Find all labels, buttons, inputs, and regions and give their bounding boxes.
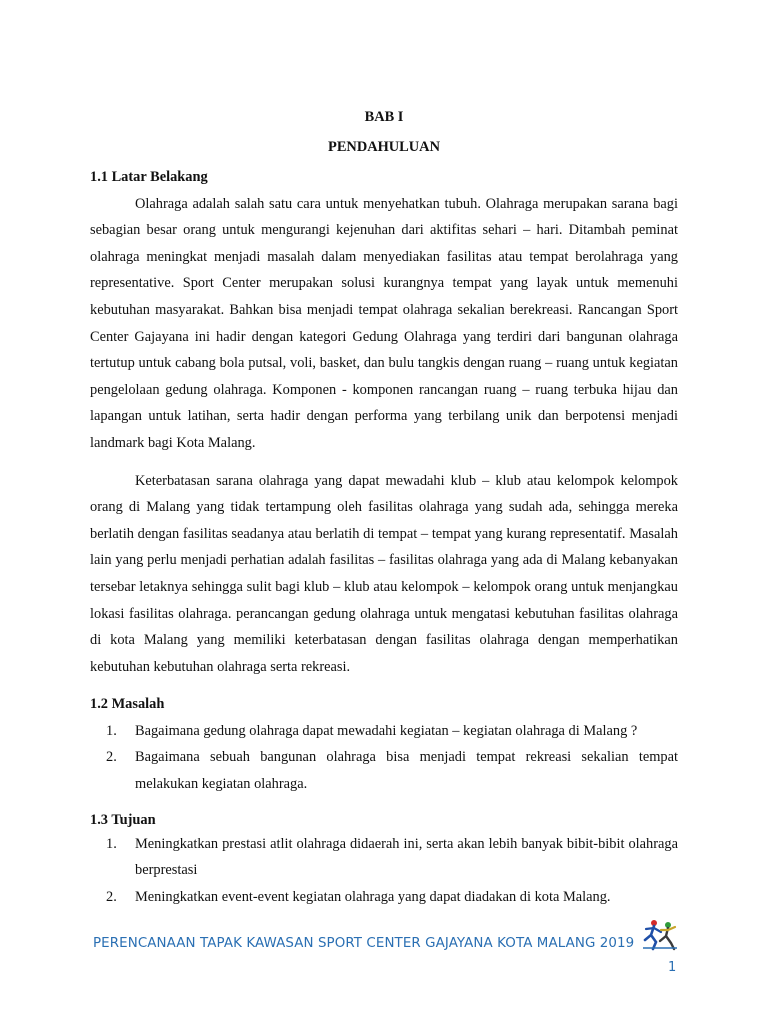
tujuan-list [90, 831, 678, 911]
masalah-list [90, 718, 678, 798]
section-title-masalah: 1.2 Masalah [90, 696, 165, 713]
list-number: 2. [106, 888, 117, 905]
section-title-tujuan: 1.3 Tujuan [90, 811, 156, 828]
list-item [90, 831, 678, 884]
page-number: 1 [668, 960, 677, 975]
list-item-text: Bagaimana sebuah bangunan olahraga bisa menjadi tempat rekreasi sekalian tempat melakukan kegiatan olahraga. [135, 749, 678, 793]
list-number: 1. [106, 835, 117, 852]
list-item-text: Meningkatkan event-event kegiatan olahraga yang dapat diadakan di kota Malang. [135, 888, 611, 905]
list-number: 2. [106, 749, 117, 766]
list-number: 1. [106, 722, 117, 739]
paragraph: Olahraga adalah salah satu cara untuk menyehatkan tubuh. Olahraga merupakan sarana bagi sebagian besar orang untuk mengurangi kejenuhan dari aktifitas sehari – hari. Ditambah peminat olahraga meningkat menjadi masalah dalam menyediakan fasilitas atau tempat berolahraga yang representative. Sport Center merupakan solusi kurangnya tempat yang layak untuk memenuhi kebutuhan masyarakat. Bahkan bisa menjadi tempat olahraga sekalian berekreasi. Rancangan Sport Center Gajayana ini hadir dengan kategori Gedung Olahraga yang terdiri dari bangunan olahraga tertutup untuk cabang bola putsal, voli, basket, dan bulu tangkis dengan ruang – ruang untuk kegiatan pengelolaan gedung olahraga. Komponen - komponen rancangan ruang – ruang terbuka hijau dan lapangan untuk latihan, serta hadir dengan performa yang terbilang unik dan berpotensi menjadi landmark bagi Kota Malang. [90, 195, 678, 451]
section-title-latar-belakang: 1.1 Latar Belakang [90, 169, 208, 185]
page-body [90, 104, 678, 910]
list-item [90, 718, 678, 745]
list-item [90, 744, 678, 797]
chapter-label: BAB I [364, 109, 404, 125]
footer-title: PERENCANAAN TAPAK KAWASAN SPORT CENTER GAJAYANA KOTA MALANG 2019 [93, 936, 635, 951]
paragraph: Keterbatasan sarana olahraga yang dapat mewadahi klub – klub atau kelompok kelompok orang di Malang yang tidak tertampung oleh fasilitas olahraga yang sudah ada, sehingga mereka berlatih dengan fasilitas seadanya atau berlatih di tempat – tempat yang kurang representatif. Masalah lain yang perlu menjadi perhatian adalah fasilitas – fasilitas olahraga yang ada di Malang kebanyakan tersebar letaknya sehingga sulit bagi klub – klub atau kelompok – kelompok orang untuk menjangkau lokasi fasilitas olahraga. perancangan gedung olahraga untuk mengatasi kebutuhan fasilitas olahraga di kota Malang yang memiliki keterbatasan dengan fasilitas olahraga dengan memperhatikan kebutuhan kebutuhan olahraga serta rekreasi. [90, 472, 678, 675]
list-item-text: Meningkatkan prestasi atlit olahraga didaerah ini, serta akan lebih banyak bibit-bibit olahraga berprestasi [135, 835, 678, 879]
chapter-title: PENDAHULUAN [328, 139, 440, 155]
list-item [90, 884, 678, 911]
list-item-text: Bagaimana gedung olahraga dapat mewadahi kegiatan – kegiatan olahraga di Malang ? [135, 722, 638, 739]
sport-figures-logo-icon [640, 918, 680, 952]
